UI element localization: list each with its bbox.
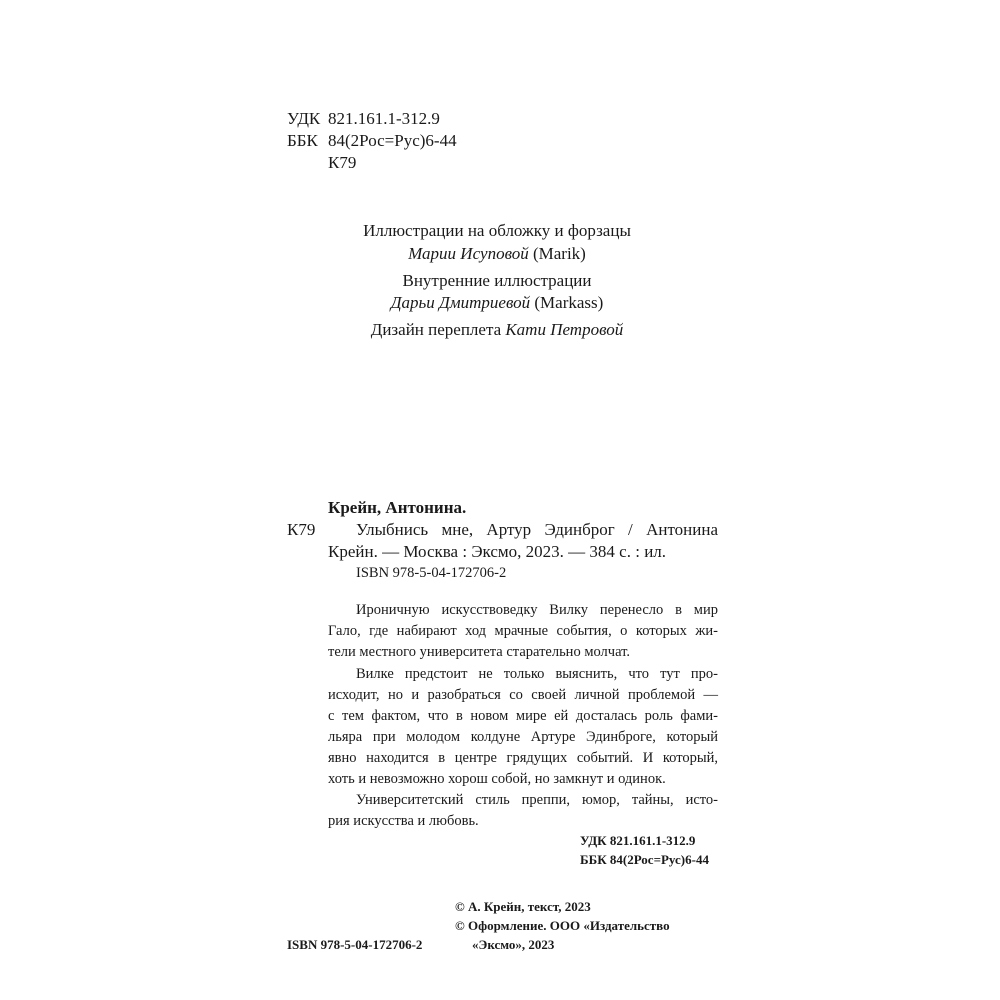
- annotation-line: явно находится в центре грядущих событий. И который,: [328, 750, 718, 766]
- annotation-bbk: ББК 84(2Рос=Рус)6-44: [580, 852, 709, 867]
- annotation-line: с тем фактом, что в новом мире ей досталась роль фами-: [328, 708, 718, 724]
- inner-illustrator: [297, 291, 697, 314]
- copyright-design: © Оформление. ООО «Издательство: [455, 918, 670, 933]
- cover-illustrator: [297, 242, 697, 265]
- catalog-mark: К79: [287, 520, 316, 539]
- annotation-udk: УДК 821.161.1-312.9: [580, 833, 696, 848]
- annotation-line: тели местного университета старательно молчат.: [328, 644, 631, 660]
- cover-designer-name: Кати Петровой: [505, 320, 624, 339]
- annotation-line: рия искусства и любовь.: [328, 813, 479, 829]
- catalog-title-line-2: Крейн. — Москва : Эксмо, 2023. — 384 с. : ил.: [328, 542, 667, 561]
- udk-value: 821.161.1-312.9: [328, 109, 440, 128]
- annotation-line: Ироничную искусствоведку Вилку перенесло в мир: [356, 602, 718, 618]
- annotation-line: Университетский стиль преппи, юмор, тайны, исто-: [356, 792, 718, 808]
- annotation-line: льяра при молодом колдуне Артуре Эдинброге, который: [328, 729, 718, 745]
- annotation-line: хоть и невозможно хорош собой, но замкнут и одинок.: [328, 771, 666, 787]
- udk-label: УДК: [287, 109, 321, 128]
- copyright-publisher: «Эксмо», 2023: [472, 937, 555, 952]
- inner-illustrations-label: Внутренние иллюстрации: [402, 271, 592, 290]
- cover-illustrations-label: Иллюстрации на обложку и форзацы: [363, 221, 631, 240]
- annotation-line: Вилке предстоит не только выяснить, что тут про-: [356, 666, 718, 682]
- copyright-text: © А. Крейн, текст, 2023: [455, 899, 591, 914]
- inner-illustrator-alias: (Markass): [534, 293, 604, 312]
- annotation-line: исходит, но и разобраться со своей личной проблемой —: [328, 687, 718, 703]
- cover-illustrator-name: Марии Исуповой: [408, 244, 529, 263]
- footer-isbn: ISBN 978-5-04-172706-2: [287, 937, 423, 952]
- cover-design: [297, 318, 697, 341]
- bbk-label: ББК: [287, 131, 318, 150]
- catalog-title-line-1: Улыбнись мне, Артур Эдинброг / Антонина: [356, 520, 718, 539]
- bbk-value: 84(2Рос=Рус)6-44: [328, 131, 457, 150]
- author-heading: Крейн, Антонина.: [328, 498, 467, 517]
- inner-illustrator-name: Дарьи Дмитриевой: [390, 293, 531, 312]
- catalog-isbn: ISBN 978-5-04-172706-2: [356, 565, 507, 581]
- annotation-line: Гало, где набирают ход мрачные события, о которых жи-: [328, 623, 718, 639]
- author-mark: К79: [328, 153, 357, 172]
- cover-illustrator-alias: (Marik): [532, 244, 586, 263]
- cover-design-label: Дизайн переплета: [370, 320, 502, 339]
